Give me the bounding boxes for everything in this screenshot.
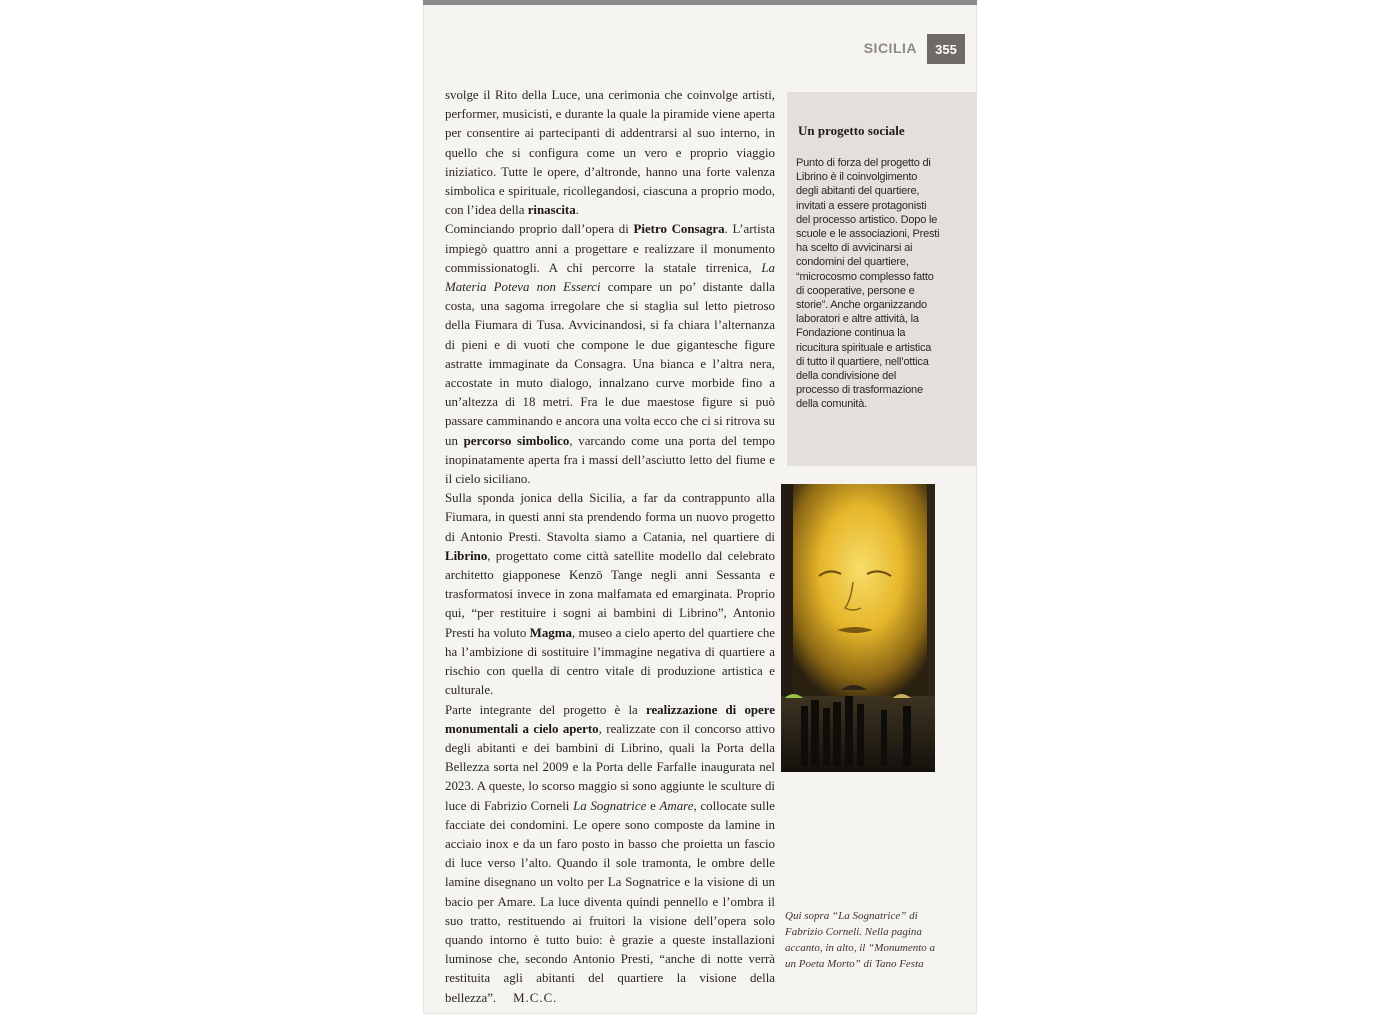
text-run: e [646, 798, 660, 813]
article-paragraph [445, 489, 775, 700]
emphasis-bold: rinascita [527, 203, 576, 218]
emphasis-bold: realizzazione di opere monumentali a cielo aperto [445, 702, 775, 736]
text-run: Sulla sponda jonica della Sicilia, a far da contrappunto alla Fiumara, in questi anni sta prendendo forma un nuovo progetto di Antonio Presti. Stavolta siamo a Catania, nel quartiere di [445, 491, 775, 544]
sognatrice-photo [781, 484, 935, 772]
text-run: , realizzate con il concorso attivo degli abitanti e dei bambini di Librino, quali la Porta della Bellezza sorta nel 2009 e la Porta delle Farfalle inaugurata nel 2023. A queste, lo scorso maggio si sono aggiunte le sculture di luce di Fabrizio Corneli [445, 721, 775, 813]
emphasis-italic: La Materia Poteva non Esserci [445, 260, 775, 295]
section-label: SICILIA [863, 40, 917, 56]
text-run: , varcando come una porta del tempo inopinatamente aperta fra i massi dell’asciutto letto del fiume e il cielo siciliano. [445, 433, 776, 487]
text-run: , collocate sulle facciate dei condomini. Le opere sono composte da lamine in acciaio inox e da un faro posto in basso che proietta un fascio di luce verso l’alto. Quando il sole tramonta, le ombre delle lamine disegnano un volto per La Sognatrice e la visione di un bacio per Amare. La luce diventa quindi pennello e l’ombra il suo tratto, restituendo ai fruitori la visione dell’opera solo quando intorno è tutto buio: è grazie a queste installazioni luminose che, secondo Antonio Presti, “anche di notte verrà restituita agli abitanti del quartiere la visione della bellezza”. [445, 798, 776, 1005]
text-run: Parte integrante del progetto è la [445, 702, 646, 717]
emphasis-italic: La Sognatrice [573, 798, 647, 813]
article-paragraph [445, 701, 775, 1008]
text-run: Cominciando proprio dall’opera di [445, 222, 634, 237]
text-run: , progettato come città satellite modello dal celebrato architetto giapponese Kenzō Tange negli anni Sessanta e trasformatosi invece in zona malfamata ed emarginata. Proprio qui, “per restituire i sogni ai bambini di Librino”, Antonio Presti ha voluto [445, 548, 775, 640]
text-run: , museo a cielo aperto del quartiere che ha l’ambizione di sostituire l’immagine negativa di quartiere a rischio con quella di centro vitale di produzione artistica e culturale. [445, 625, 775, 698]
sidebar-text: Punto di forza del progetto di Librino è il coinvolgimento degli abitanti del quartiere, invitati a essere protagonisti del processo artistico. Dopo le scuole e le associazioni, Presti ha scelto di avvicinarsi ai condomini del quartiere, “microcosmo complesso fatto di cooperative, persone e storie”. Anche organizzando laboratori e altre attività, la Fondazione continua la ricucitura spirituale e artistica di tutto il quartiere, nell’ottica della condivisione del processo di trasformazione della comunità. [796, 157, 940, 411]
sidebar-title: Un progetto sociale [798, 123, 905, 138]
emphasis-bold: percorso simbolico [463, 433, 570, 448]
emphasis-bold: Magma [529, 625, 572, 640]
text-run: compare un po’ distante dalla costa, una sagoma irregolare che si staglia sul letto pietroso della Fiumara di Tusa. Avvicinandosi, si fa chiara l’alternanza di pieni e di vuoti che compone le due gigantesche figure astratte immaginate da Consagra. Una bianca e l’altra nera, accostate in muto dialogo, innalzano curve morbide fino a un’altezza di 18 metri. Fra le due maestose figure si può passare camminando e ancora una volta ecco che ci si ritrova su un [445, 280, 776, 448]
text-run: svolge il Rito della Luce, una cerimonia che coinvolge artisti, performer, musicisti, e durante la quale la piramide viene aperta per consentire ai partecipanti di addentrarsi al suo interno, in quello che si configura come un vero e proprio viaggio iniziatico. Tutte le opere, d’altronde, hanno una forte valenza simbolica e spirituale, ricollegandosi, ciascuna a proprio modo, con l’idea della [445, 88, 775, 218]
article-paragraph [445, 86, 775, 220]
author-signature: M.C.C. [496, 990, 558, 1005]
top-edge-line [423, 0, 977, 5]
page-number: 355 [927, 34, 965, 64]
article-body [445, 86, 775, 1008]
text-run: . L’artista impiegò quattro anni a progettare e realizzare il monumento commissionatogli. A chi percorre la statale tirrenica, [445, 222, 775, 275]
article-paragraph [445, 220, 775, 489]
photo-caption: Qui sopra “La Sognatrice” di Fabrizio Corneli. Nella pagina accanto, in alto, il “Monumento a un Poeta Morto” di Tano Festa [785, 910, 936, 970]
magazine-page [423, 0, 977, 1014]
emphasis-bold: Pietro Consagra [633, 222, 725, 237]
emphasis-italic: Amare [659, 798, 694, 813]
emphasis-bold: Librino [445, 548, 488, 563]
text-run: . [575, 203, 579, 218]
